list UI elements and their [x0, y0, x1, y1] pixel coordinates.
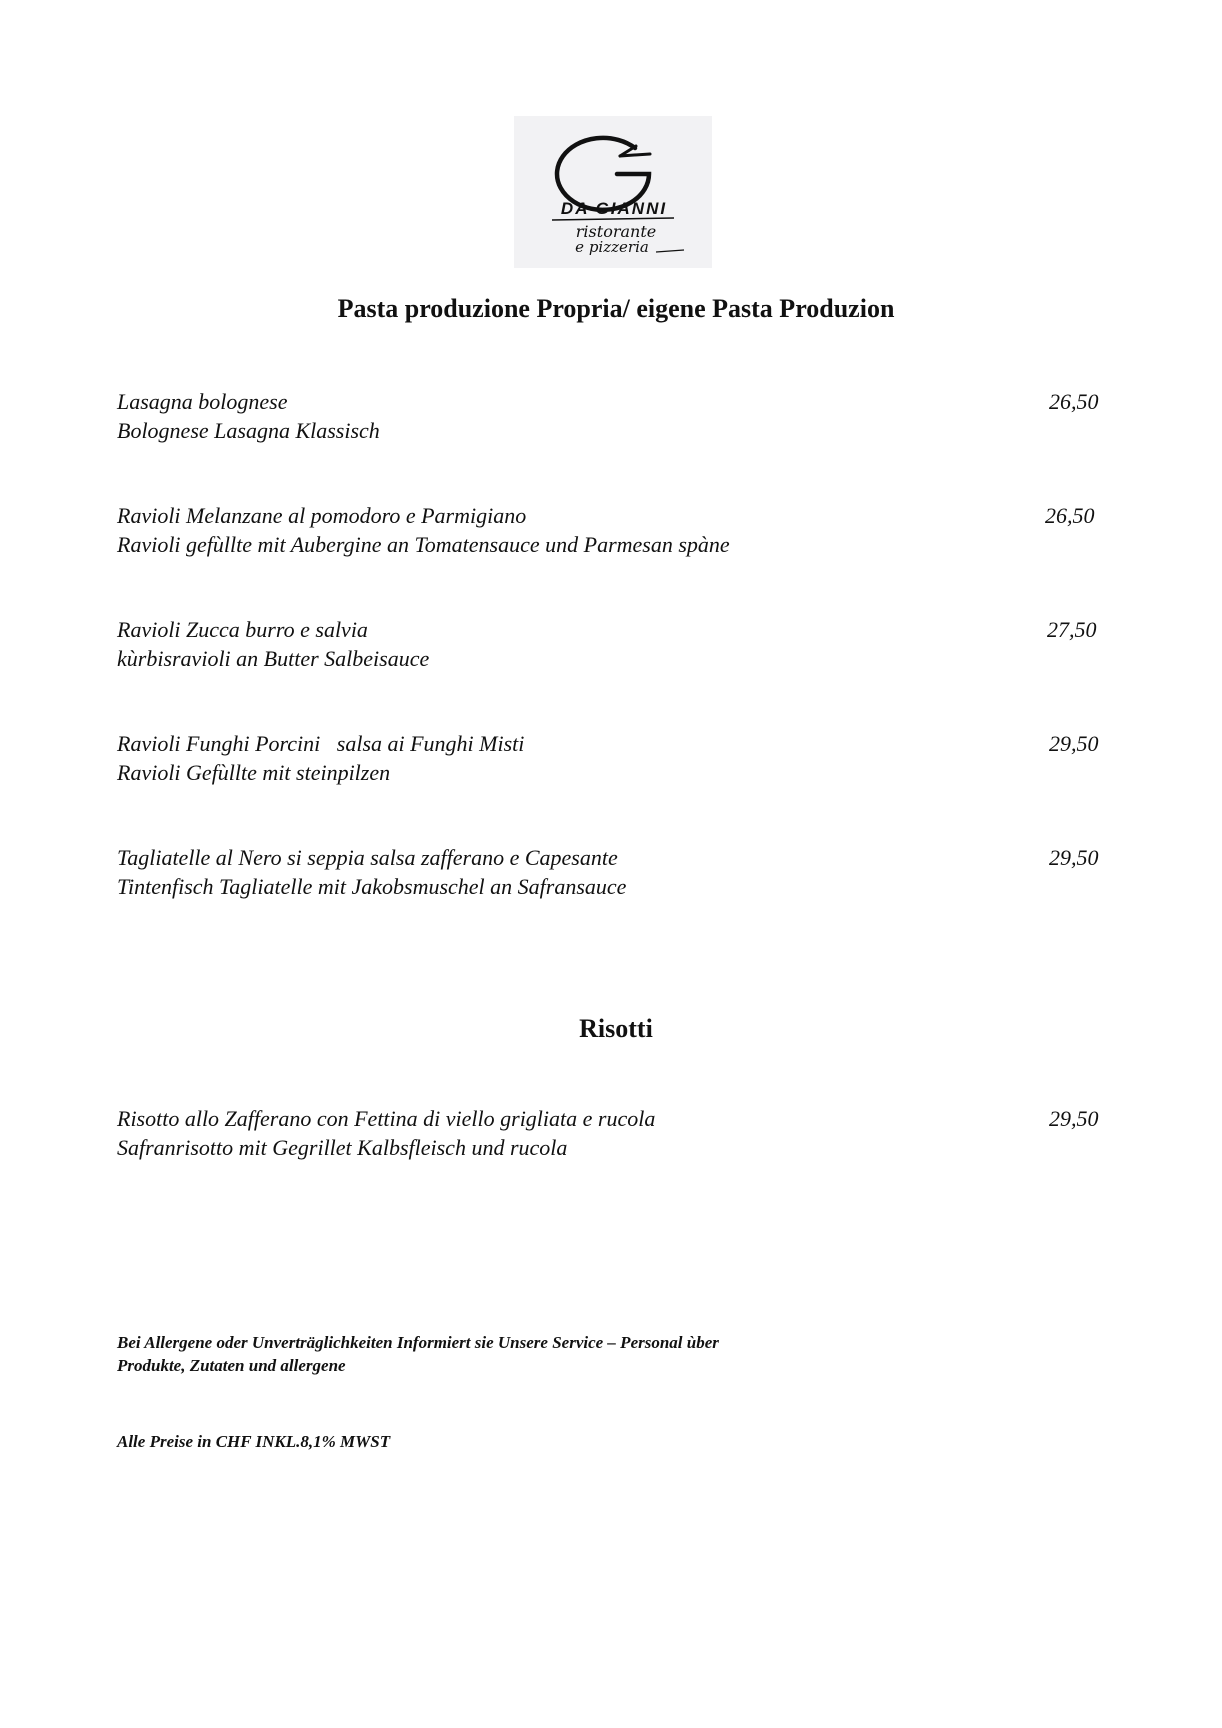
menu-item-ravioli-porcini [117, 729, 1117, 787]
menu-item-name-it: Ravioli Zucca burro e salvia [117, 617, 368, 642]
menu-item-name-it: Risotto allo Zafferano con Fettina di viello grigliata e rucola [117, 1106, 656, 1131]
logo-brand-name: DA GIANNI [560, 199, 668, 218]
logo-graphic [514, 116, 712, 268]
allergene-note [117, 1331, 1117, 1377]
menu-item-name-it: Ravioli Funghi Porcini salsa ai Funghi Misti [117, 731, 525, 756]
menu-item-price: 27,50 [1047, 617, 1097, 642]
allergene-note-line-1: Bei Allergene oder Unverträglichkeiten Informiert sie Unsere Service – Personal ùber [117, 1333, 719, 1352]
menu-item-ravioli-melanzane [117, 501, 1117, 559]
allergene-note-line-2: Produkte, Zutaten und allergene [117, 1356, 346, 1375]
menu-item-price: 26,50 [1045, 503, 1095, 528]
menu-item-price: 26,50 [1049, 389, 1099, 414]
menu-item-risotto-zafferano [117, 1104, 1117, 1162]
menu-item-price: 29,50 [1049, 1106, 1099, 1131]
menu-item-ravioli-zucca [117, 615, 1117, 673]
risotti-section-title: Risotti [579, 1014, 653, 1043]
menu-item-name-de: Bolognese Lasagna Klassisch [117, 418, 380, 443]
menu-item-tagliatelle-nero [117, 843, 1117, 901]
menu-item-name-de: Ravioli Gefùllte mit steinpilzen [117, 760, 391, 785]
prices-note [117, 1430, 1117, 1453]
menu-item-name-de: Safranrisotto mit Gegrillet Kalbsfleisch und rucola [117, 1135, 568, 1160]
menu-item-price: 29,50 [1049, 731, 1099, 756]
menu-item-lasagna [117, 387, 1117, 445]
menu-item-name-de: Tintenfisch Tagliatelle mit Jakobsmuschel an Safransauce [117, 874, 627, 899]
restaurant-logo [514, 116, 712, 268]
logo-tagline-ristorante: ristorante [575, 222, 657, 241]
pasta-section-title: Pasta produzione Propria/ eigene Pasta Produzion [337, 294, 895, 323]
logo-tagline-pizzeria: e pizzeria [575, 238, 649, 256]
menu-item-name-de: Ravioli gefùllte mit Aubergine an Tomatensauce und Parmesan spàne [117, 532, 730, 557]
menu-item-name-it: Lasagna bolognese [117, 389, 288, 414]
prices-note-text: Alle Preise in CHF INKL.8,1% MWST [117, 1432, 391, 1451]
menu-item-name-it: Ravioli Melanzane al pomodoro e Parmigiano [117, 503, 527, 528]
menu-item-name-de: kùrbisravioli an Butter Salbeisauce [117, 646, 430, 671]
menu-item-name-it: Tagliatelle al Nero si seppia salsa zafferano e Capesante [117, 845, 618, 870]
menu-item-price: 29,50 [1049, 845, 1099, 870]
